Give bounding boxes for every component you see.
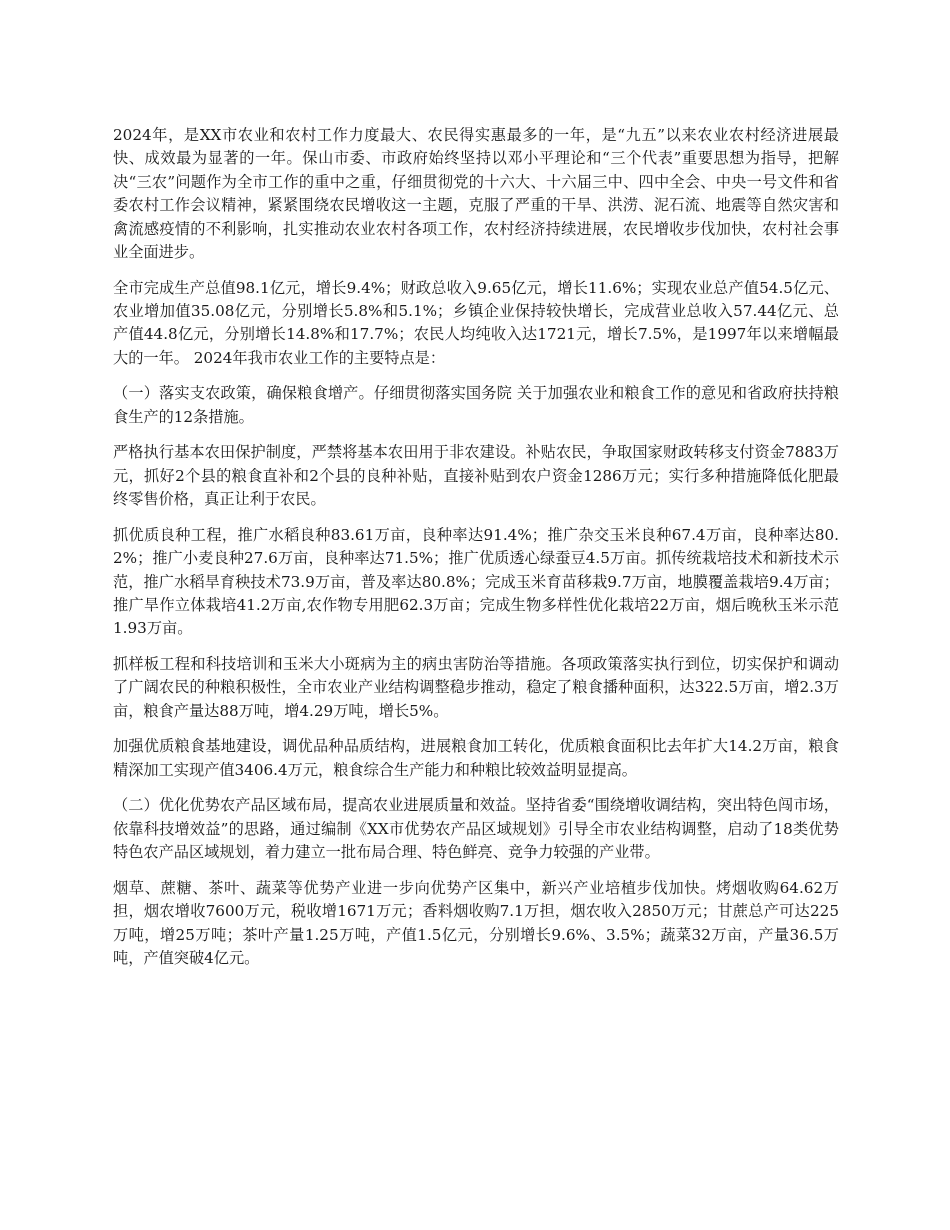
- paragraph-section-two-heading: （二）优化优势农产品区域布局，提高农业进展质量和效益。坚持省委“围绕增收调结构，突出特色闯市场，依靠科技增效益”的思路，通过编制《XX市优势农产品区域规划》引导全市农业结构调整，启动了18类优势特色农产品区域规划，着力建立一批布局合理、特色鲜亮、竞争力较强的产业带。: [113, 796, 839, 862]
- paragraph-section-one-heading: （一）落实支农政策，确保粮食增产。仔细贯彻落实国务院 关于加强农业和粮食工作的意见和省政府扶持粮食生产的12条措施。: [113, 384, 839, 426]
- paragraph-pest-control: 抓样板工程和科技培训和玉米大小斑病为主的病虫害防治等措施。各项政策落实执行到位，切实保护和调动了广阔农民的种粮积极性，全市农业产业结构调整稳步推动，稳定了粮食播种面积，达322.5万亩，增2.3万亩，粮食产量达88万吨，增4.29万吨，增长5%。: [113, 655, 839, 720]
- paragraph-economic-summary: 全市完成生产总值98.1亿元，增长9.4%；财政总收入9.65亿元，增长11.6%；实现农业总产值54.5亿元、农业增加值35.08亿元，分别增长5.8%和5.1%；乡镇企业保持较快增长，完成营业总收入57.44亿元、总产值44.8亿元，分别增长14.8%和17.7%；农民人均纯收入达1721元，增长7.5%，是1997年以来增幅最大的一年。 2024年我市农业工作的主要特点是：: [113, 278, 839, 367]
- paragraph-seed-engineering: 抓优质良种工程，推广水稻良种83.61万亩，良种率达91.4%；推广杂交玉米良种67.4万亩，良种率达80.2%；推广小麦良种27.6万亩，良种率达71.5%；推广优质透心绿蚕豆4.5万亩。抓传统栽培技术和新技术示范，推广水稻旱育秧技术73.9万亩，普及率达80.8%；完成玉米育苗移栽9.7万亩，地膜覆盖栽培9.4万亩；推广旱作立体栽培41.2万亩,农作物专用肥62.3万亩；完成生物多样性优化栽培22万亩，烟后晚秋玉米示范1.93万亩。: [113, 525, 839, 638]
- document-body: [113, 124, 839, 983]
- paragraph-grain-base: 加强优质粮食基地建设，调优品种品质结构，进展粮食加工转化，优质粮食面积比去年扩大14.2万亩，粮食精深加工实现产值3406.4万元，粮食综合生产能力和种粮比较效益明显提高。: [113, 737, 839, 779]
- paragraph-intro: 2024年，是XX市农业和农村工作力度最大、农民得实惠最多的一年，是“九五”以来农业农村经济进展最快、成效最为显著的一年。保山市委、市政府始终坚持以邓小平理论和“三个代表”重要思想为指导，把解决“三农”问题作为全市工作的重中之重，仔细贯彻党的十六大、十六届三中、四中全会、中央一号文件和省委农村工作会议精神，紧紧围绕农民增收这一主题，克服了严重的干旱、洪涝、泥石流、地震等自然灾害和禽流感疫情的不利影响，扎实推动农业农村各项工作，农村经济持续进展，农民增收步伐加快，农村社会事业全面进步。: [113, 126, 839, 262]
- paragraph-advantage-industries: 烟草、蔗糖、茶叶、蔬菜等优势产业进一步向优势产区集中，新兴产业培植步伐加快。烤烟收购64.62万担，烟农增收7600万元，税收增1671万元；香料烟收购7.1万担，烟农收入2850万元；甘蔗总产可达225万吨，增25万吨；茶叶产量1.25万吨，产值1.5亿元，分别增长9.6%、3.5%；蔬菜32万亩，产量36.5万吨，产值突破4亿元。: [113, 878, 839, 968]
- paragraph-farmland-protection: 严格执行基本农田保护制度，严禁将基本农田用于非农建设。补贴农民，争取国家财政转移支付资金7883万元，抓好2个县的粮食直补和2个县的良种补贴，直接补贴到农户资金1286万元；实行多种措施降低化肥最终零售价格，真正让利于农民。: [113, 443, 839, 509]
